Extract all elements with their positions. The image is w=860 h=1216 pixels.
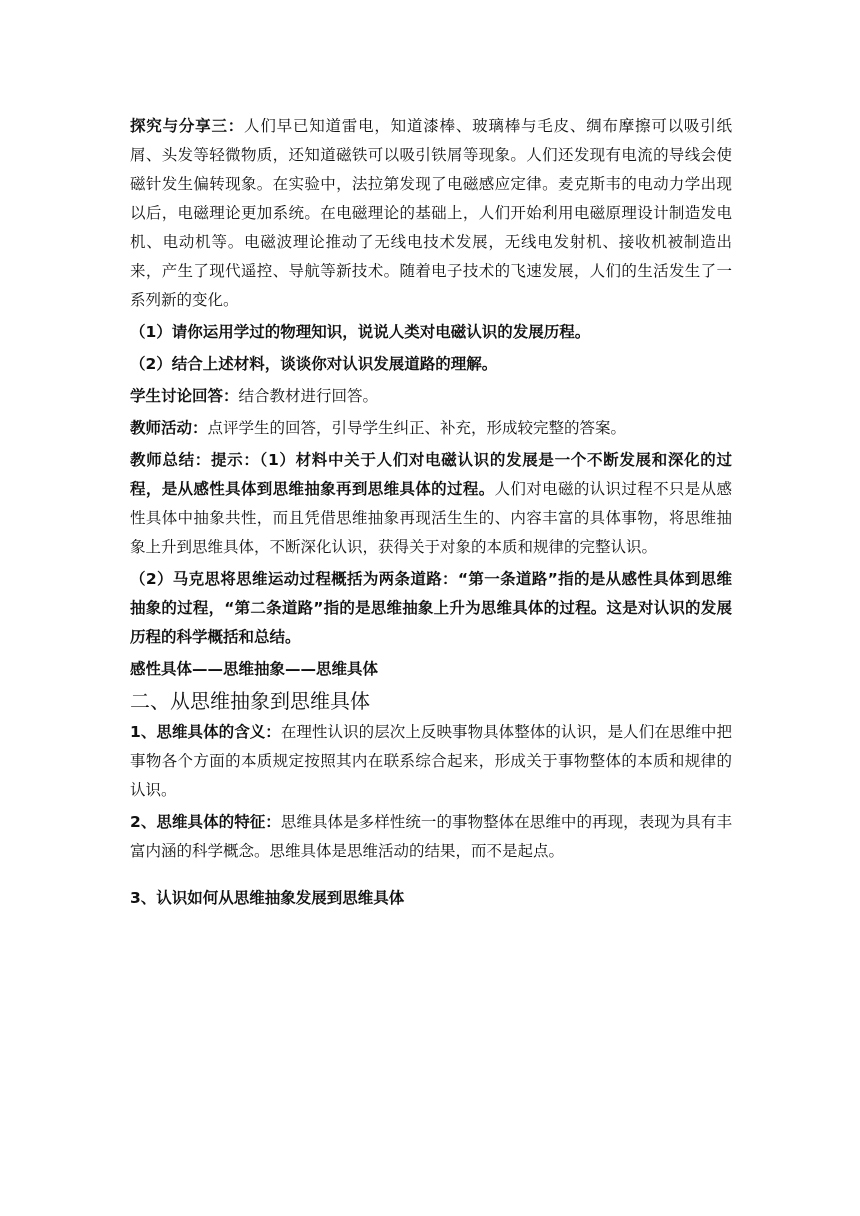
teacher-label: 教师活动： [130,419,208,437]
section-item-2-text: 思维具体是多样性统一的事物整体在思维中的再现，表现为具有丰富内涵的科学概念。思维具体是思维活动的结果，而不是起点。 [130,813,732,860]
section-item-1 [130,718,732,805]
spacer [130,866,732,884]
summary-label: 教师总结：提示： [130,451,260,469]
question-2: （2）结合上述材料，谈谈你对认识发展道路的理解。 [130,355,498,373]
section-title: 二、从思维抽象到思维具体 [130,689,370,713]
section-item-3 [130,884,732,913]
explore-paragraph [130,112,732,315]
summary-chain: 感性具体——思维抽象——思维具体 [130,660,379,678]
teacher-text: 点评学生的回答，引导学生纠正、补充，形成较完整的答案。 [207,419,627,437]
summary-point-2: （2）马克思将思维运动过程概括为两条道路：“第一条道路”指的是从感性具体到思维抽象的过程，“第二条道路”指的是思维抽象上升为思维具体的过程。这是对认识的发展历程的科学概括和总结。 [130,570,732,646]
section-item-1-text: 在理性认识的层次上反映事物具体整体的认识，是人们在思维中把事物各个方面的本质规定按照其内在联系综合起来，形成关于事物整体的本质和规律的认识。 [130,723,732,799]
student-text: 结合教材进行回答。 [238,387,379,405]
section-item-3-label: 3、认识如何从思维抽象发展到思维具体 [130,889,405,907]
section-item-1-label: 1、思维具体的含义： [130,723,281,741]
question-1: （1）请你运用学过的物理知识，说说人类对电磁认识的发展历程。 [130,323,591,341]
teacher-paragraph [130,414,732,443]
section-item-2-label: 2、思维具体的特征： [130,813,281,831]
section-item-2 [130,808,732,866]
summary-bold-part: （1）材料中关于人们对电磁认识的发展是一个不断发展和深化的过程，是从感性具体到思维抽象再到思维具体的过程。 [130,451,732,498]
student-paragraph [130,382,732,411]
document-page [130,112,732,913]
student-label: 学生讨论回答： [130,387,239,405]
explore-heading: 探究与分享三： [130,117,245,135]
explore-text: 人们早已知道雷电，知道漆棒、玻璃棒与毛皮、绸布摩擦可以吸引纸屑、头发等轻微物质，还知道磁铁可以吸引铁屑等现象。人们还发现有电流的导线会使磁针发生偏转现象。在实验中，法拉第发现了电磁感应定律。麦克斯韦的电动力学出现以后，电磁理论更加系统。在电磁理论的基础上，人们开始利用电磁原理设计制造发电机、电动机等。电磁波理论推动了无线电技术发展，无线电发射机、接收机被制造出来，产生了现代遥控、导航等新技术。随着电子技术的飞速发展，人们的生活发生了一系列新的变化。 [130,117,732,309]
summary-paragraph [130,446,732,562]
summary-normal-part: 人们对电磁的认识过程不只是从感性具体中抽象共性，而且凭借思维抽象再现活生生的、内容丰富的具体事物，将思维抽象上升到思维具体，不断深化认识，获得关于对象的本质和规律的完整认识。 [130,480,732,556]
